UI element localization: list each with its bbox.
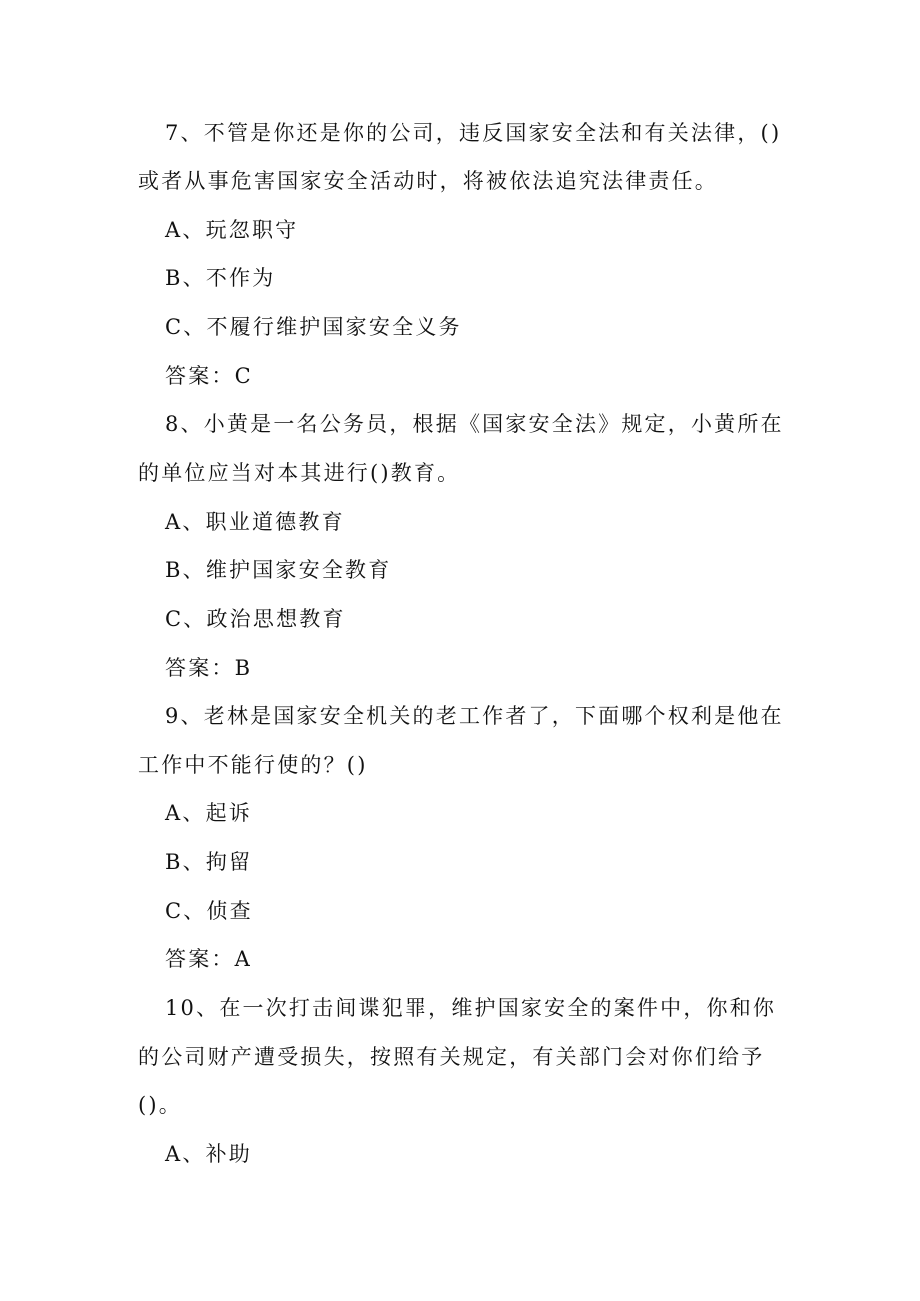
question-9-answer: 答案：A <box>165 947 252 971</box>
question-8-text-line2: 的单位应当对本其进行()教育。 <box>138 461 461 485</box>
question-7-text-line2: 或者从事危害国家安全活动时，将被依法追究法律责任。 <box>138 169 718 193</box>
question-9-option-a: A、起诉 <box>165 801 252 825</box>
question-9-text-line1: 9、老林是国家安全机关的老工作者了，下面哪个权利是他在 <box>165 704 784 728</box>
question-10-text-line3: ()。 <box>138 1093 182 1117</box>
question-7-option-b: B、不作为 <box>165 266 276 290</box>
question-8-text-line1: 8、小黄是一名公务员，根据《国家安全法》规定，小黄所在 <box>165 412 784 436</box>
question-10-text-line1: 10、在一次打击间谍犯罪，维护国家安全的案件中，你和你 <box>165 996 777 1020</box>
question-7-option-c: C、不履行维护国家安全义务 <box>165 315 462 339</box>
question-8-answer: 答案：B <box>165 656 253 680</box>
question-7-answer: 答案：C <box>165 364 253 388</box>
question-7-option-a: A、玩忽职守 <box>165 218 299 242</box>
question-8-option-c: C、政治思想教育 <box>165 607 346 631</box>
question-10-option-a: A、补助 <box>165 1142 252 1166</box>
question-8-option-b: B、维护国家安全教育 <box>165 558 392 582</box>
question-7-text-line1: 7、不管是你还是你的公司，违反国家安全法和有关法律，() <box>165 121 782 145</box>
question-9-option-b: B、拘留 <box>165 850 253 874</box>
question-10-text-line2: 的公司财产遭受损失，按照有关规定，有关部门会对你们给予 <box>138 1045 765 1069</box>
question-9-text-line2: 工作中不能行使的？() <box>138 753 368 777</box>
question-9-option-c: C、侦查 <box>165 899 253 923</box>
question-8-option-a: A、职业道德教育 <box>165 510 345 534</box>
